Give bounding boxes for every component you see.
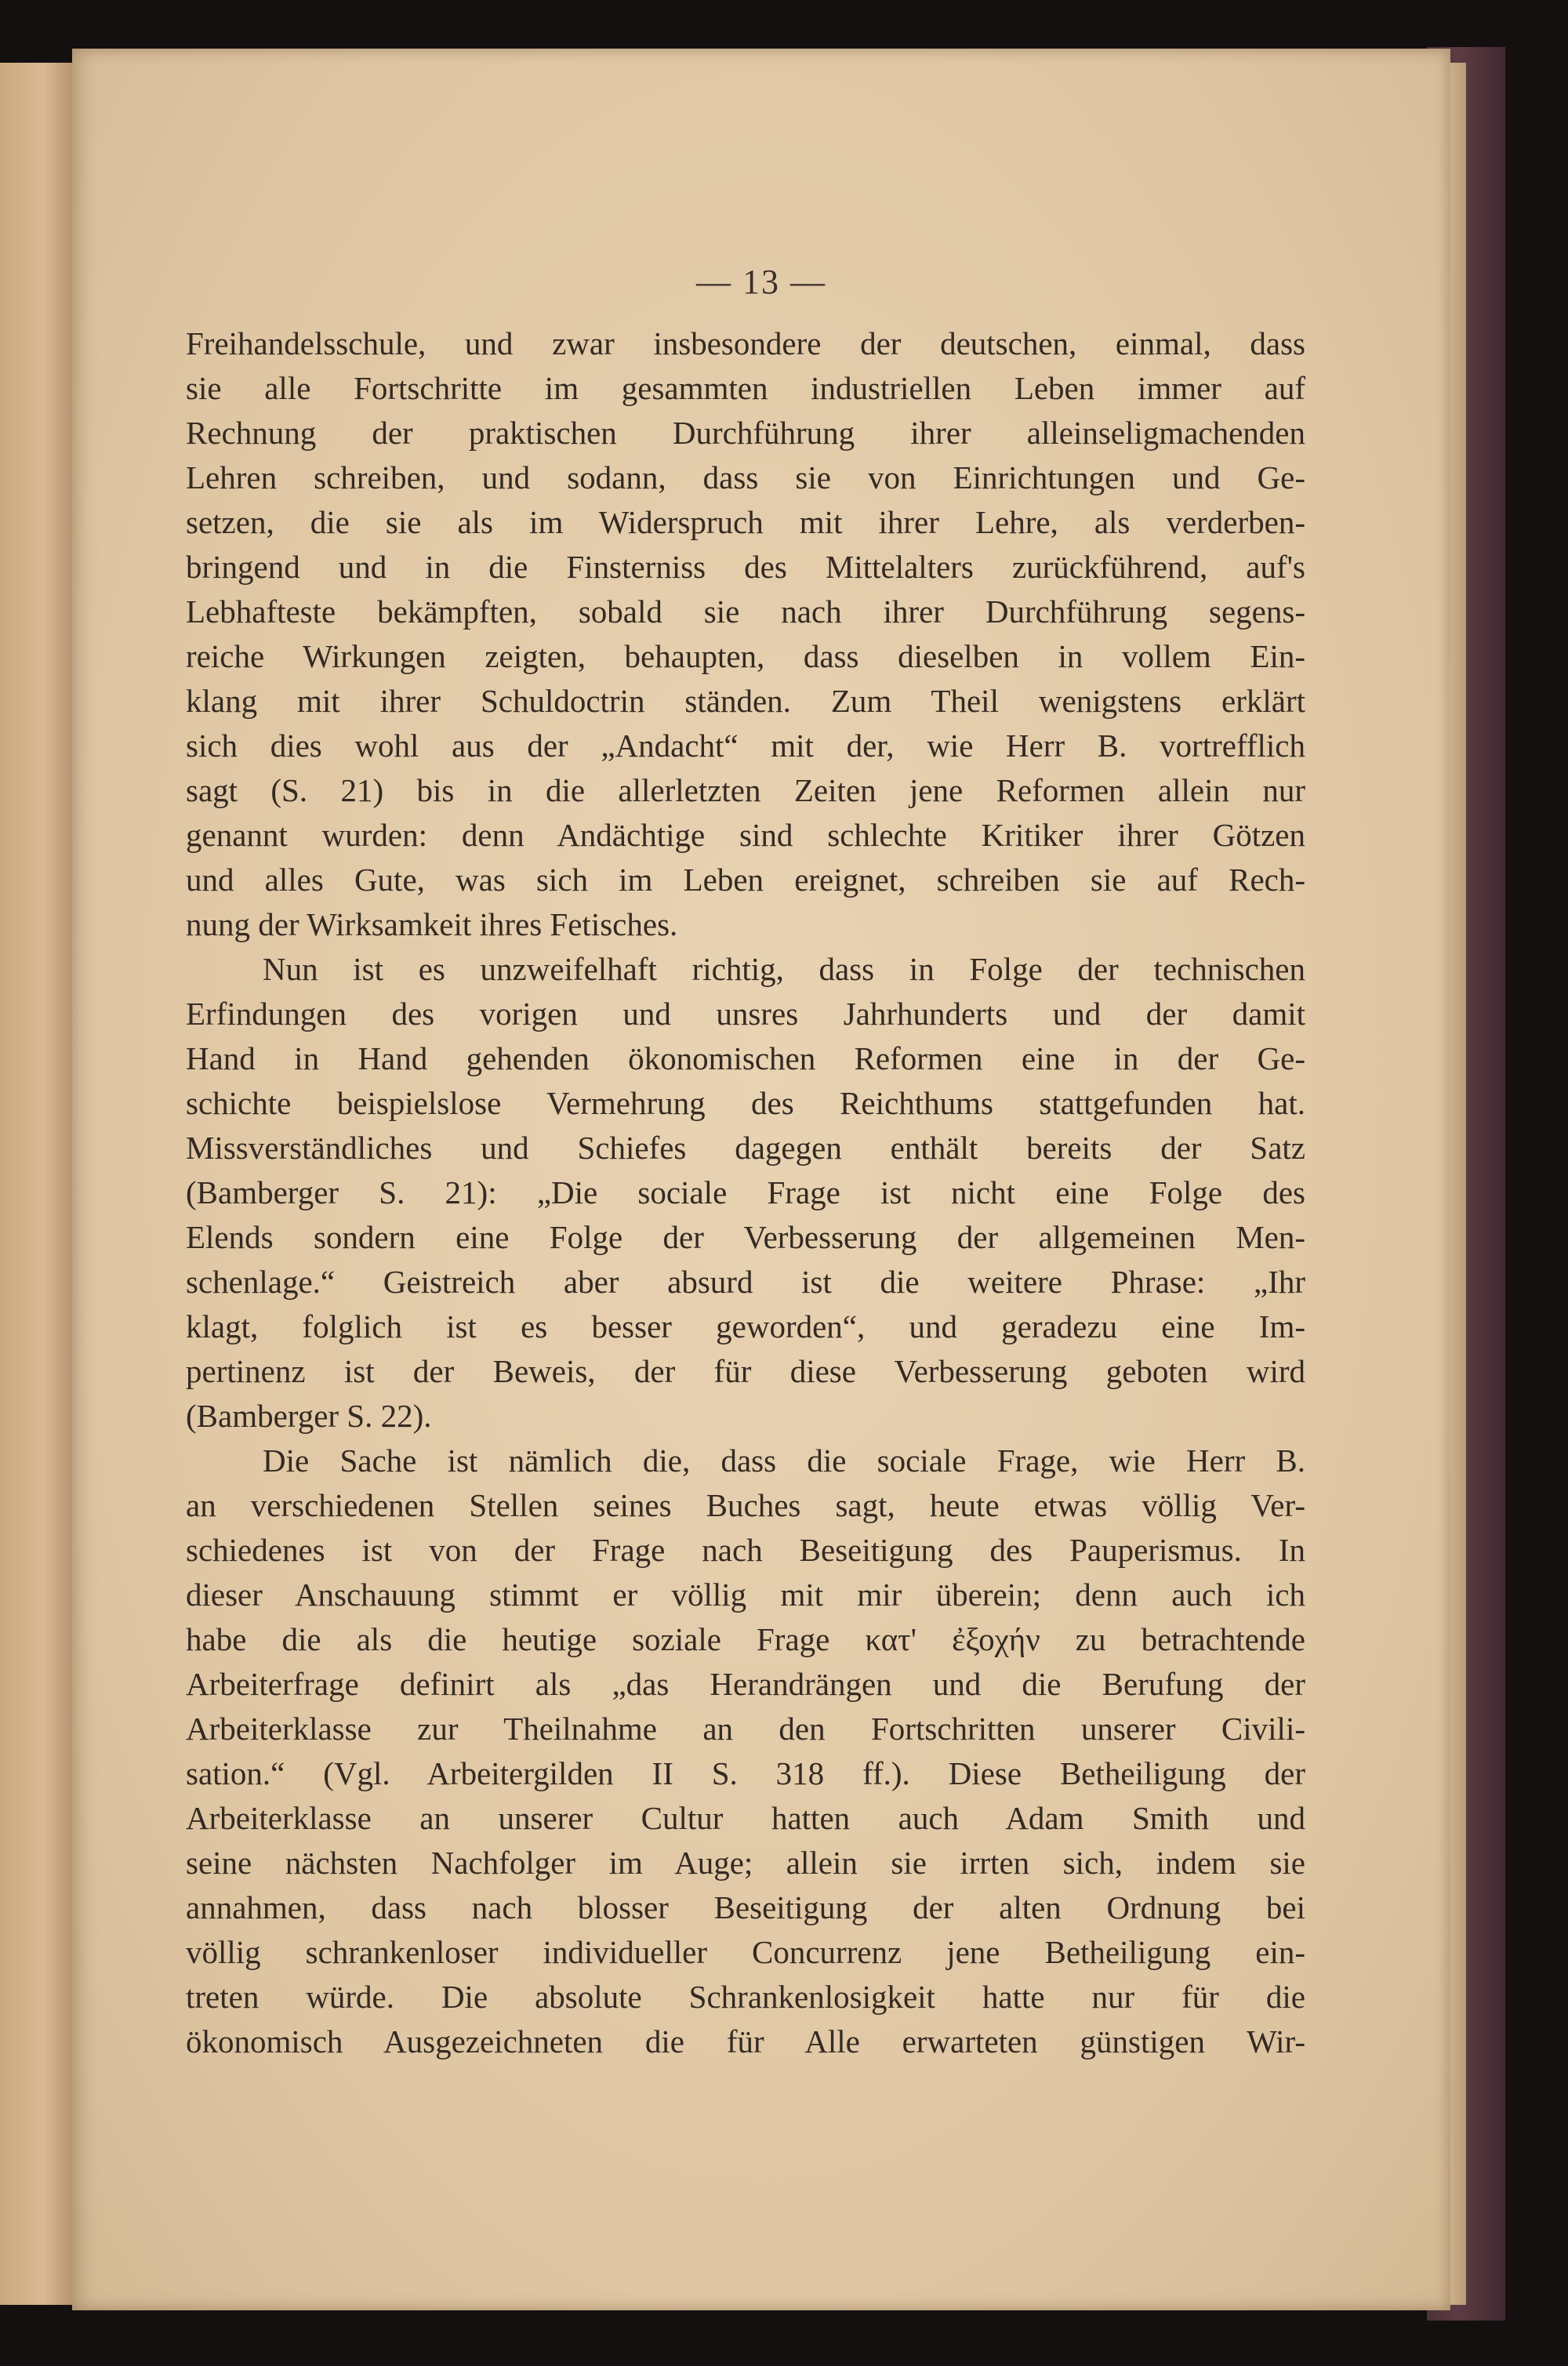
text-line: Erfindungen des vorigen und unsres Jahrhunderts und der damit — [186, 996, 1305, 1032]
text-line: sich dies wohl aus der „Andacht“ mit der, wie Herr B. vortrefflich — [186, 728, 1305, 764]
text-line: setzen, die sie als im Widerspruch mit ihrer Lehre, als verderben- — [186, 504, 1305, 540]
text-line: sagt (S. 21) bis in die allerletzten Zeiten jene Reformen allein nur — [186, 772, 1305, 808]
text-line: dieser Anschauung stimmt er völlig mit mir überein; denn auch ich — [186, 1577, 1305, 1613]
text-line: Elends sondern eine Folge der Verbesserung der allgemeinen Men- — [186, 1219, 1305, 1255]
text-line: völlig schrankenloser individueller Concurrenz jene Betheiligung ein- — [186, 1934, 1305, 1970]
text-line: klang mit ihrer Schuldoctrin ständen. Zum Theil wenigstens erklärt — [186, 683, 1305, 719]
text-line: Hand in Hand gehenden ökonomischen Reformen eine in der Ge- — [186, 1040, 1305, 1076]
text-line: Lehren schreiben, und sodann, dass sie von Einrichtungen und Ge- — [186, 459, 1305, 495]
text-line: (Bamberger S. 22). — [186, 1398, 432, 1434]
text-line: reiche Wirkungen zeigten, behaupten, dass dieselben in vollem Ein- — [186, 638, 1305, 674]
text-line: pertinenz ist der Beweis, der für diese Verbesserung geboten wird — [186, 1353, 1305, 1389]
text-line: und alles Gute, was sich im Leben ereignet, schreiben sie auf Rech- — [186, 862, 1305, 898]
text-line: bringend und in die Finsterniss des Mittelalters zurückführend, auf's — [186, 549, 1305, 585]
text-line: Freihandelsschule, und zwar insbesondere der deutschen, einmal, dass — [186, 325, 1305, 361]
text-line: sie alle Fortschritte im gesammten industriellen Leben immer auf — [186, 370, 1305, 406]
text-line: (Bamberger S. 21): „Die sociale Frage ist nicht eine Folge des — [186, 1174, 1305, 1210]
text-line: genannt wurden: denn Andächtige sind schlechte Kritiker ihrer Götzen — [186, 817, 1305, 853]
text-line: an verschiedenen Stellen seines Buches sagt, heute etwas völlig Ver- — [186, 1487, 1305, 1523]
page-stack-edge — [1450, 63, 1466, 2305]
text-line: Missverständliches und Schiefes dagegen enthält bereits der Satz — [186, 1130, 1305, 1166]
book-page — [72, 49, 1450, 2310]
text-line: klagt, folglich ist es besser geworden“, und geradezu eine Im- — [186, 1308, 1305, 1344]
text-line: Lebhafteste bekämpften, sobald sie nach ihrer Durchführung segens- — [186, 593, 1305, 630]
text-line: annahmen, dass nach blosser Beseitigung der alten Ordnung bei — [186, 1889, 1305, 1925]
text-line: sation.“ (Vgl. Arbeitergilden II S. 318 ff.). Diese Betheiligung der — [186, 1755, 1305, 1791]
left-page-edge — [0, 63, 74, 2305]
text-line: Arbeiterklasse an unserer Cultur hatten auch Adam Smith und — [186, 1800, 1305, 1836]
text-line: ökonomisch Ausgezeichneten die für Alle erwarteten günstigen Wir- — [186, 2023, 1305, 2059]
text-line: schenlage.“ Geistreich aber absurd ist die weitere Phrase: „Ihr — [186, 1264, 1305, 1300]
text-line: habe die als die heutige soziale Frage κατ' ἐξοχήν zu betrachtende — [186, 1621, 1305, 1657]
text-line: Die Sache ist nämlich die, dass die sociale Frage, wie Herr B. — [263, 1442, 1305, 1479]
text-line: schiedenes ist von der Frage nach Beseitigung des Pauperismus. In — [186, 1532, 1305, 1568]
page-number: — 13 — — [696, 263, 826, 301]
text-line: treten würde. Die absolute Schrankenlosigkeit hatte nur für die — [186, 1979, 1305, 2015]
text-line: schichte beispielslose Vermehrung des Reichthums stattgefunden hat. — [186, 1085, 1305, 1121]
text-line: Nun ist es unzweifelhaft richtig, dass in Folge der technischen — [263, 951, 1305, 987]
text-line: nung der Wirksamkeit ihres Fetisches. — [186, 906, 678, 942]
text-line: Rechnung der praktischen Durchführung ihrer alleinseligmachenden — [186, 415, 1305, 451]
body-text — [186, 321, 1305, 2064]
text-line: Arbeiterfrage definirt als „das Herandrängen und die Berufung der — [186, 1666, 1305, 1702]
text-line: Arbeiterklasse zur Theilnahme an den Fortschritten unserer Civili- — [186, 1711, 1305, 1747]
text-line: seine nächsten Nachfolger im Auge; allein sie irrten sich, indem sie — [186, 1845, 1305, 1881]
